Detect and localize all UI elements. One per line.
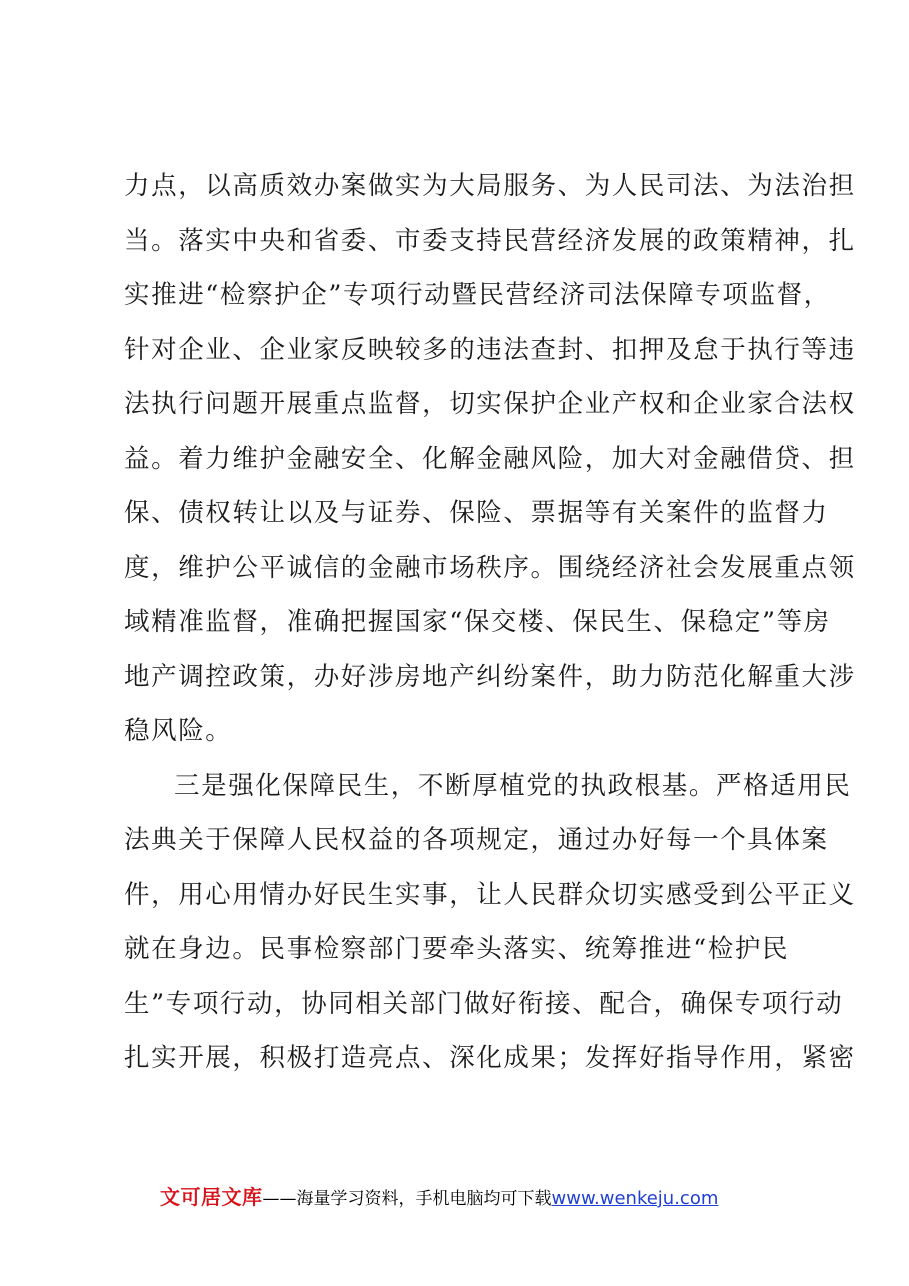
text-line: 法典关于保障人民权益的各项规定，通过办好每一个具体案: [124, 825, 829, 855]
text-line: 力点，以高质效办案做实为大局服务、为人民司法、为法治担: [124, 171, 856, 201]
text-line: 益。着力维护金融安全、化解金融风险，加大对金融借贷、担: [124, 443, 856, 474]
text-line: 当。落实中央和省委、市委支持民营经济发展的政策精神，扎: [124, 225, 856, 256]
text-line: 实推进“检察护企”专项行动暨民营经济司法保障专项监督，: [124, 280, 831, 310]
text-line: 件，用心用情办好民生实事，让人民群众切实感受到公平正义: [124, 879, 856, 910]
footer-slogan: ——海量学习资料，手机电脑均可下载: [262, 1189, 552, 1209]
text-line: 针对企业、企业家反映较多的违法查封、扣押及怠于执行等违: [124, 334, 856, 365]
footer-brand: 文可居文库: [160, 1185, 263, 1209]
text-line: 稳风险。: [124, 716, 233, 746]
text-line: 保、债权转让以及与证券、保险、票据等有关案件的监督力: [124, 498, 829, 528]
text-line: 法执行问题开展重点监督，切实保护企业产权和企业家合法权: [124, 389, 856, 419]
text-line: 生”专项行动，协同相关部门做好衔接、配合，确保专项行动: [124, 988, 844, 1019]
paragraph-start-line: 三是强化保障民生，不断厚植党的执政根基。严格适用民: [174, 770, 852, 801]
text-line: 扎实开展，积极打造亮点、深化成果；发挥好指导作用，紧密: [124, 1043, 856, 1073]
text-line: 域精准监督，准确把握国家“保交楼、保民生、保稳定”等房: [124, 607, 831, 637]
text-line: 就在身边。民事检察部门要牵头落实、统筹推进“检护民: [124, 934, 790, 964]
text-line: 地产调控政策，办好涉房地产纠纷案件，助力防范化解重大涉: [124, 661, 856, 692]
footer-website-link[interactable]: www.wenkeju.com: [551, 1188, 719, 1209]
document-body: [124, 163, 856, 1090]
text-line: 度，维护公平诚信的金融市场秩序。围绕经济社会发展重点领: [124, 552, 856, 583]
page-footer: [160, 1182, 800, 1212]
